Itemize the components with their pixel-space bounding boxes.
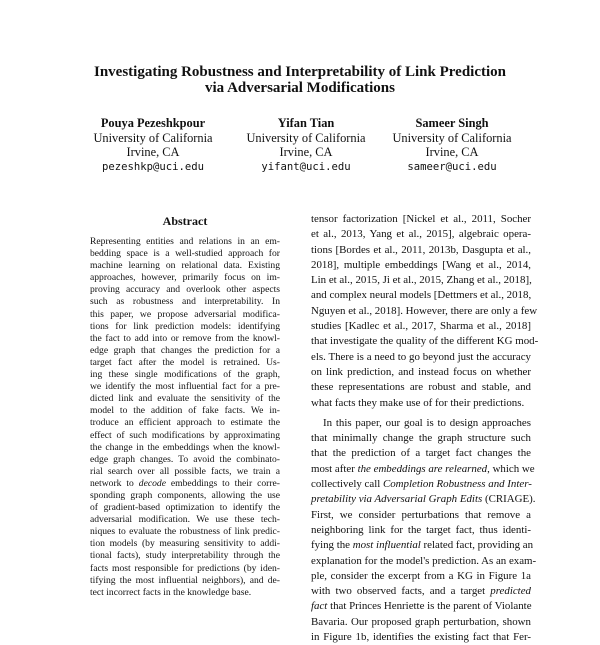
author-location: Irvine, CA	[126, 145, 180, 160]
intro-line: tions [Bordes et al., 2011, 2013b, Dasgupta et al.,	[311, 243, 531, 256]
abstract-line: machine learning on relational data. Existing	[90, 260, 280, 272]
abstract-line: approaches, however, primarily focus on im-	[90, 272, 280, 284]
abstract-line: this paper, we propose adversarial modifica-	[90, 308, 280, 320]
abstract-body	[90, 236, 280, 599]
abstract-line: facts most responsible for predictions (by iden-	[90, 562, 280, 574]
abstract-line: bedding space is a well-studied approach for	[90, 248, 280, 260]
author-location: Irvine, CA	[279, 145, 333, 160]
author-location: Irvine, CA	[425, 145, 479, 160]
abstract-line: the change in the embeddings when the knowl-	[90, 441, 280, 453]
intro-line: explanation for the model's prediction. As an exam-	[311, 554, 537, 567]
abstract-line: proving accuracy and overlook other aspects	[90, 284, 280, 296]
abstract-line: of gradient-based optimization to identify the	[90, 502, 280, 514]
intro-line: that the prediction of a target fact changes the	[311, 447, 531, 460]
abstract-line: tion models (by measuring sensitivity to addi-	[90, 538, 280, 550]
intro-line: tensor factorization [Nickel et al., 2011, Socher	[311, 213, 531, 225]
abstract-line: network to decode embeddings to their corre-	[90, 477, 280, 489]
intro-line: fact that Princes Henriette is the parent of Violante	[311, 600, 532, 613]
intro-line: et al., 2013, Yang et al., 2015], algebraic opera-	[311, 228, 531, 241]
abstract-line: Representing entities and relations in an em-	[90, 236, 280, 247]
intro-line: 2018], multiple embeddings [Wang et al., 2014,	[311, 258, 531, 271]
intro-line: Bavaria. Our proposed graph perturbation, shown	[311, 615, 531, 628]
author-name: Pouya Pezeshkpour	[100, 116, 206, 130]
abstract-line: tions for link prediction models: identifying	[90, 320, 280, 332]
paper-title-line-1: Investigating Robustness and Interpretability of Link Prediction	[94, 64, 506, 80]
author-affiliation: University of California	[246, 130, 366, 145]
abstract-line: such as robustness and interpretability. In	[90, 296, 280, 308]
intro-line: Lin et al., 2015, Ji et al., 2015, Zhang et al., 2018],	[311, 274, 532, 287]
abstract-line: the fact to add into or remove from the knowl-	[90, 332, 280, 344]
author-affiliation: University of California	[392, 130, 512, 145]
paper-title-line-2: via Adversarial Modifications	[205, 80, 395, 96]
intro-line: in Figure 1b, identifies the existing fact that Fer-	[311, 631, 531, 644]
intro-line: ple, consider the excerpt from a KG in Figure 1a	[311, 569, 531, 582]
abstract-line: ing these single modifications of the graph,	[90, 369, 280, 381]
intro-line: collectively call Completion Robustness and Inter-	[311, 478, 532, 491]
intro-line: with two observed facts, and a target predicted	[311, 585, 531, 598]
author-name: Sameer Singh	[415, 116, 489, 130]
abstract-line: sponding graph components, allowing the use	[90, 489, 280, 501]
abstract-line: we identify the most influential fact for a pre-	[90, 381, 280, 393]
abstract-line: edge graph that changes the prediction for a	[90, 344, 280, 356]
author-email[interactable]: yifant@uci.edu	[261, 160, 351, 173]
intro-line: First, we consider perturbations that remove a	[311, 508, 531, 521]
abstract-line: adversarial modification. We use these tech-	[90, 514, 280, 526]
intro-line: Nguyen et al., 2018]. However, there are only a few	[311, 304, 538, 317]
abstract-line: troduce an efficient approach to estimate the	[90, 417, 280, 429]
author-block	[68, 116, 238, 174]
intro-line: neighboring link for the target fact, thus identi-	[311, 523, 531, 536]
abstract-line: target fact after the model is retrained. Us-	[90, 356, 280, 368]
author-name: Yifan Tian	[277, 116, 335, 130]
abstract-heading: Abstract	[162, 214, 208, 228]
author-email[interactable]: pezeshkp@uci.edu	[101, 160, 205, 173]
abstract-line: rial search over all possible facts, we train a	[90, 465, 280, 477]
intro-line: what facts they make use of for their predictions.	[311, 396, 525, 409]
intro-line: els. There is a need to go beyond just the accuracy	[311, 350, 531, 363]
intro-line: pretability via Adversarial Graph Edits (CRIAGE).	[311, 493, 536, 506]
author-block	[367, 116, 537, 174]
intro-line: these representations are robust and stable, and	[311, 381, 531, 394]
author-email[interactable]: sameer@uci.edu	[407, 160, 497, 173]
author-block	[221, 116, 391, 174]
intro-line: that minimally change the graph structure such	[311, 432, 531, 445]
abstract-line: niques to evaluate the robustness of link predic-	[90, 526, 280, 538]
intro-line: most after the embeddings are relearned, which we	[311, 462, 535, 475]
intro-line: studies [Kadlec et al., 2017, Sharma et al., 2018]	[311, 320, 531, 333]
abstract-line: model to the addition of fake facts. We in-	[90, 405, 280, 417]
abstract-line: tifying the most influential neighbors), and de-	[90, 574, 280, 586]
intro-line: In this paper, our goal is to design approaches	[323, 416, 531, 429]
abstract-line: effect of such modifications by approximating	[90, 429, 280, 441]
intro-line: fying the most influential related fact, providing an	[311, 539, 534, 552]
abstract-line: edge graph changes. To avoid the combinato-	[90, 453, 280, 465]
intro-line: and complex neural models [Dettmers et al., 2018,	[311, 289, 532, 302]
abstract-line: tional facts), study interpretability through the	[90, 550, 280, 562]
intro-line: that investigate the quality of the different KG mod-	[311, 335, 539, 348]
introduction-column	[311, 212, 539, 645]
author-affiliation: University of California	[93, 130, 213, 145]
abstract-line: tect incorrect facts in the knowledge base.	[90, 586, 252, 598]
abstract-line: dicted link and evaluate the sensitivity of the	[90, 393, 280, 405]
intro-line: on link prediction, and instead focus on whether	[311, 365, 531, 378]
